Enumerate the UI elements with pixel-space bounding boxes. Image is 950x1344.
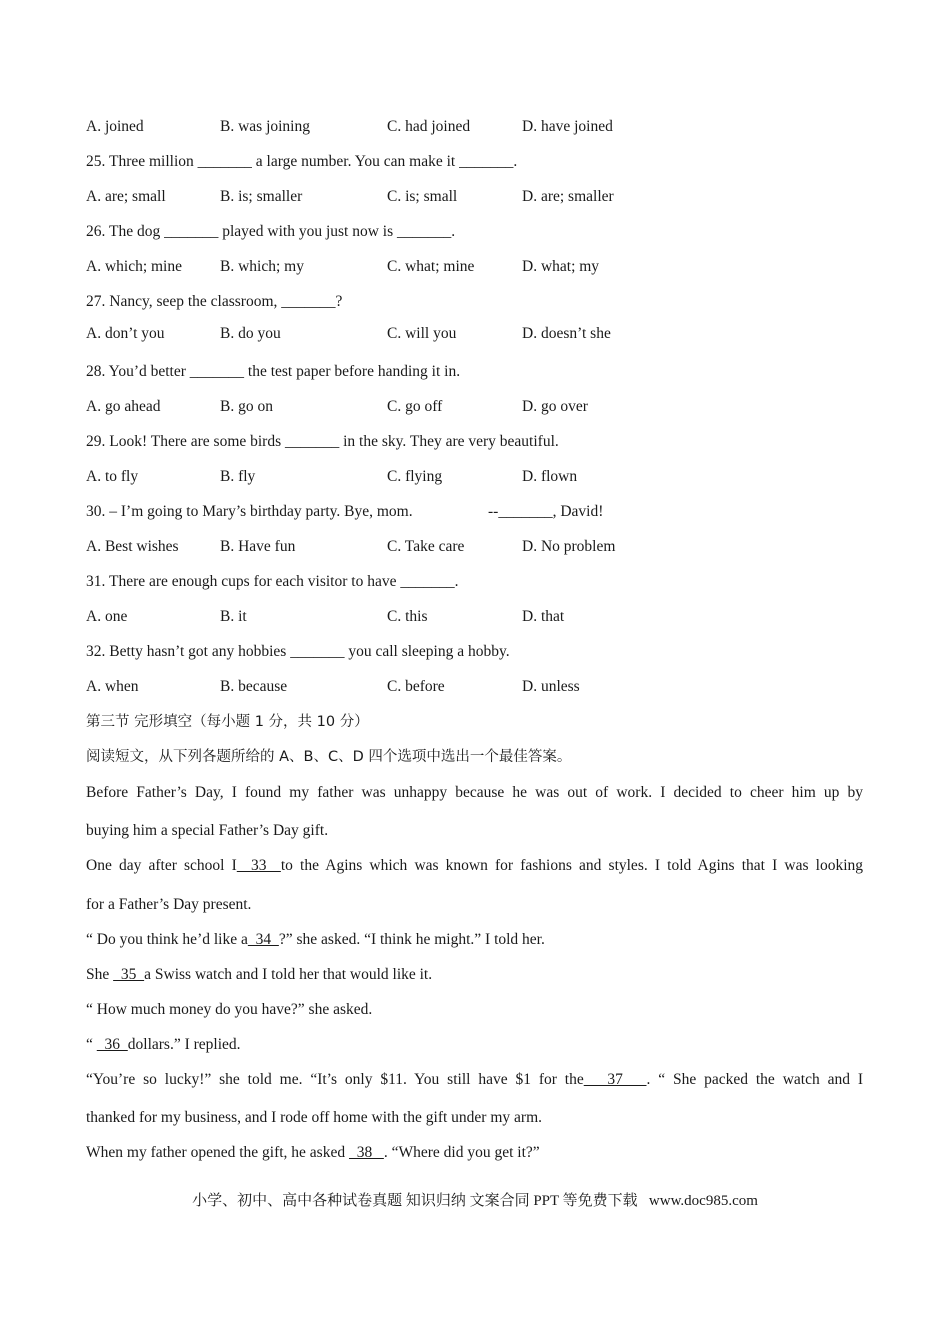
q30-option-b: B. Have fun — [220, 538, 296, 555]
blank-35: 35 — [113, 966, 145, 983]
page-footer: 小学、初中、高中各种试卷真题 知识归纳 文案合同 PPT 等免费下载 www.doc985.com — [192, 1193, 758, 1209]
q29-stem: 29. Look! There are some birds _______ in the sky. They are very beautiful. — [86, 433, 559, 450]
passage-p4 — [86, 965, 432, 985]
passage-p7-line2: thanked for my business, and I rode off home with the gift under my arm. — [86, 1109, 543, 1126]
q30-options — [86, 537, 886, 557]
blank-38: 38 — [348, 1144, 384, 1161]
q26-option-a: A. which; mine — [86, 258, 182, 275]
q25-option-d: D. are; smaller — [522, 188, 614, 205]
q32-options — [86, 677, 886, 697]
section-instruction: 阅读短文，从下列各题所给的 A、B、C、D 四个选项中选出一个最佳答案。 — [86, 749, 572, 765]
q25-options — [86, 187, 886, 207]
q29-options — [86, 467, 886, 487]
q27-option-d: D. doesn’t she — [522, 325, 611, 342]
passage-p6 — [86, 1035, 241, 1055]
passage-p6-text-a: “ — [86, 1036, 97, 1053]
passage-p7-line1 — [86, 1070, 863, 1090]
q31-stem: 31. There are enough cups for each visitor to have _______. — [86, 573, 459, 590]
q27-option-b: B. do you — [220, 325, 281, 342]
q27-option-c: C. will you — [387, 325, 457, 342]
q29-option-b: B. fly — [220, 468, 256, 485]
q27-options — [86, 324, 886, 344]
blank-37: 37 — [583, 1071, 647, 1088]
q24-option-d: D. have joined — [522, 118, 613, 135]
passage-p8 — [86, 1143, 540, 1163]
passage-p1-line1: Before Father’s Day, I found my father was unhappy because he was out of work. I decided to cheer him up by — [86, 784, 863, 801]
q28-option-d: D. go over — [522, 398, 588, 415]
q31-option-b: B. it — [220, 608, 247, 625]
q25-option-b: B. is; smaller — [220, 188, 303, 205]
q26-option-b: B. which; my — [220, 258, 304, 275]
passage-p6-text-b: dollars.” I replied. — [127, 1036, 241, 1053]
q25-stem: 25. Three million _______ a large number. You can make it _______. — [86, 153, 518, 170]
q29-option-c: C. flying — [387, 468, 443, 485]
q28-options — [86, 397, 886, 417]
q24-options — [86, 117, 886, 137]
q32-option-b: B. because — [220, 678, 288, 695]
q31-options — [86, 607, 886, 627]
q32-option-c: C. before — [387, 678, 445, 695]
section-title: 第三节 完形填空（每小题 1 分，共 10 分） — [86, 714, 369, 730]
q24-option-b: B. was joining — [220, 118, 310, 135]
passage-p8-text-a: When my father opened the gift, he asked — [86, 1144, 349, 1161]
passage-p3-text-b: ?” she asked. “I think he might.” I told her. — [278, 931, 545, 948]
q30-option-a: A. Best wishes — [86, 538, 179, 555]
q32-option-d: D. unless — [522, 678, 580, 695]
passage-p3 — [86, 930, 545, 950]
q28-option-a: A. go ahead — [86, 398, 161, 415]
q30-reply: --_______, David! — [488, 503, 604, 520]
q28-stem: 28. You’d better _______ the test paper before handing it in. — [86, 363, 461, 380]
q25-option-c: C. is; small — [387, 188, 458, 205]
passage-p1-line2: buying him a special Father’s Day gift. — [86, 822, 329, 839]
passage-p2-line1 — [86, 856, 863, 876]
q31-option-d: D. that — [522, 608, 565, 625]
q28-option-c: C. go off — [387, 398, 443, 415]
passage-p7-text-a: “You’re so lucky!” she told me. “It’s only $11. You still have $1 for the — [86, 1071, 584, 1088]
q30-stem: 30. – I’m going to Mary’s birthday party. Bye, mom. — [86, 503, 413, 520]
q24-option-a: A. joined — [86, 118, 144, 135]
passage-p5: “ How much money do you have?” she asked. — [86, 1001, 373, 1018]
q27-option-a: A. don’t you — [86, 325, 165, 342]
q26-stem: 26. The dog _______ played with you just now is _______. — [86, 223, 456, 240]
q27-stem: 27. Nancy, seep the classroom, _______? — [86, 293, 343, 310]
q32-stem: 32. Betty hasn’t got any hobbies _______ you call sleeping a hobby. — [86, 643, 510, 660]
passage-p7-text-b: . “ She packed the watch and I — [646, 1071, 863, 1088]
q30-option-d: D. No problem — [522, 538, 616, 555]
q32-option-a: A. when — [86, 678, 139, 695]
q26-option-d: D. what; my — [522, 258, 600, 275]
passage-p8-text-b: . “Where did you get it?” — [383, 1144, 540, 1161]
blank-34: 34 — [247, 931, 279, 948]
q24-option-c: C. had joined — [387, 118, 471, 135]
q29-option-d: D. flown — [522, 468, 578, 485]
q31-option-c: C. this — [387, 608, 428, 625]
passage-p2-line2: for a Father’s Day present. — [86, 896, 252, 913]
q30-option-c: C. Take care — [387, 538, 465, 555]
blank-36: 36 — [96, 1036, 128, 1053]
q28-option-b: B. go on — [220, 398, 273, 415]
q26-option-c: C. what; mine — [387, 258, 475, 275]
passage-p4-text-b: a Swiss watch and I told her that would like it. — [144, 966, 433, 983]
passage-p4-text-a: She — [86, 966, 114, 983]
q26-options — [86, 257, 886, 277]
q31-option-a: A. one — [86, 608, 128, 625]
passage-p2-text-a: One day after school I — [86, 857, 237, 874]
passage-p2-text-b: to the Agins which was known for fashions and styles. I told Agins that I was looking — [280, 857, 863, 874]
q29-option-a: A. to fly — [86, 468, 139, 485]
blank-33: 33 — [236, 857, 281, 874]
q25-option-a: A. are; small — [86, 188, 166, 205]
passage-p3-text-a: “ Do you think he’d like a — [86, 931, 248, 948]
